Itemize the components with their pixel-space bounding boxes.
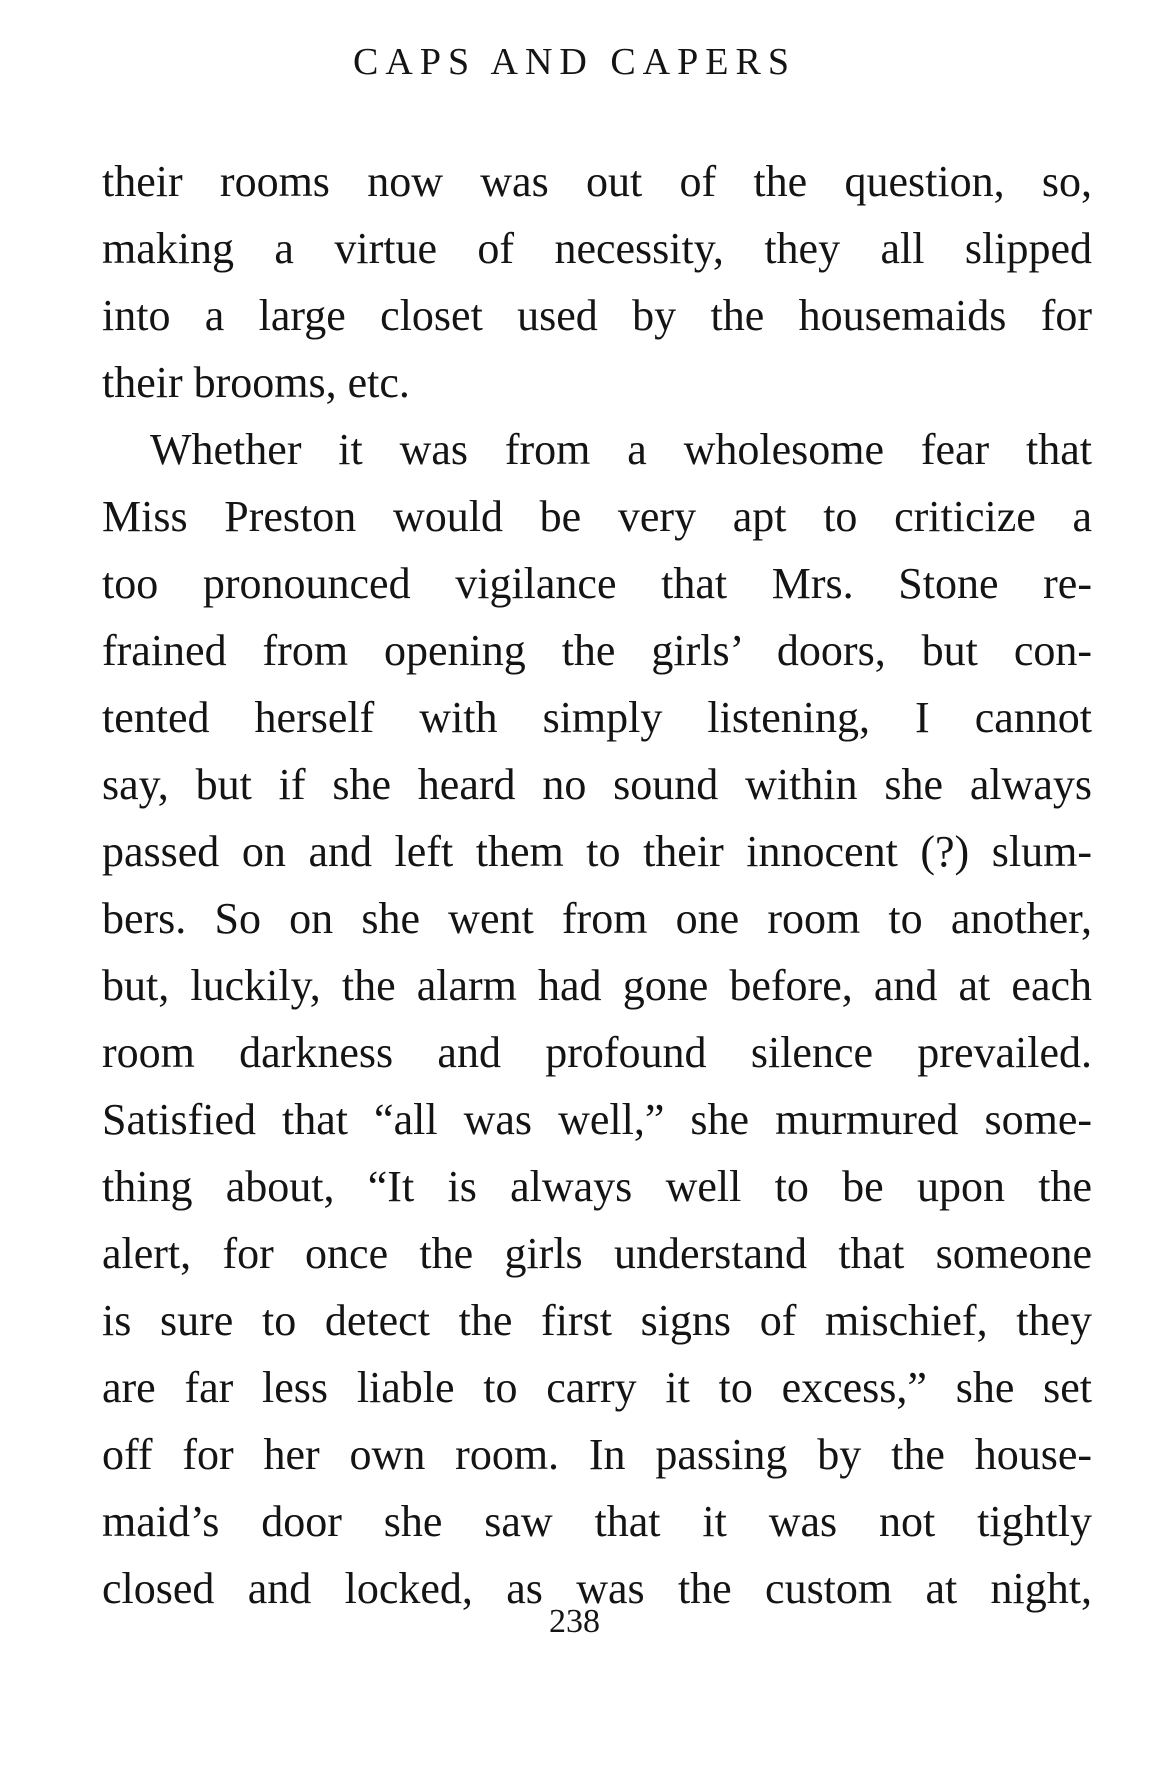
- text-line: alert, for once the girls understand that someone: [102, 1229, 1092, 1278]
- text-line: tented herself with simply listening, I cannot: [102, 693, 1092, 742]
- text-line: making a virtue of necessity, they all slipped: [102, 224, 1092, 273]
- text-line: bers. So on she went from one room to another,: [102, 894, 1092, 943]
- text-line: frained from opening the girls’ doors, but con-: [102, 626, 1092, 675]
- text-line: closed and locked, as was the custom at night,: [102, 1564, 1092, 1613]
- page-number: 238: [549, 1603, 600, 1640]
- text-line: but, luckily, the alarm had gone before, and at each: [102, 961, 1092, 1010]
- text-line: Miss Preston would be very apt to criticize a: [102, 492, 1092, 541]
- text-line: say, but if she heard no sound within she always: [102, 760, 1092, 809]
- body-text: [102, 148, 1092, 1622]
- text-line: thing about, “It is always well to be upon the: [102, 1162, 1092, 1211]
- text-line: is sure to detect the first signs of mischief, they: [102, 1296, 1092, 1345]
- text-line: too pronounced vigilance that Mrs. Stone re-: [102, 559, 1092, 608]
- running-head: CAPS AND CAPERS: [353, 41, 796, 83]
- text-line: are far less liable to carry it to excess,” she set: [102, 1363, 1092, 1412]
- text-line: Satisfied that “all was well,” she murmured some-: [102, 1095, 1092, 1144]
- text-line: passed on and left them to their innocent (?) slum-: [102, 827, 1092, 876]
- text-line: room darkness and profound silence prevailed.: [102, 1028, 1092, 1077]
- text-line: off for her own room. In passing by the house-: [102, 1430, 1092, 1479]
- text-line: maid’s door she saw that it was not tightly: [102, 1497, 1092, 1546]
- text-line: their brooms, etc.: [102, 358, 410, 407]
- text-line: Whether it was from a wholesome fear that: [150, 425, 1092, 474]
- text-line: into a large closet used by the housemaids for: [102, 291, 1092, 340]
- text-line: their rooms now was out of the question, so,: [102, 157, 1092, 206]
